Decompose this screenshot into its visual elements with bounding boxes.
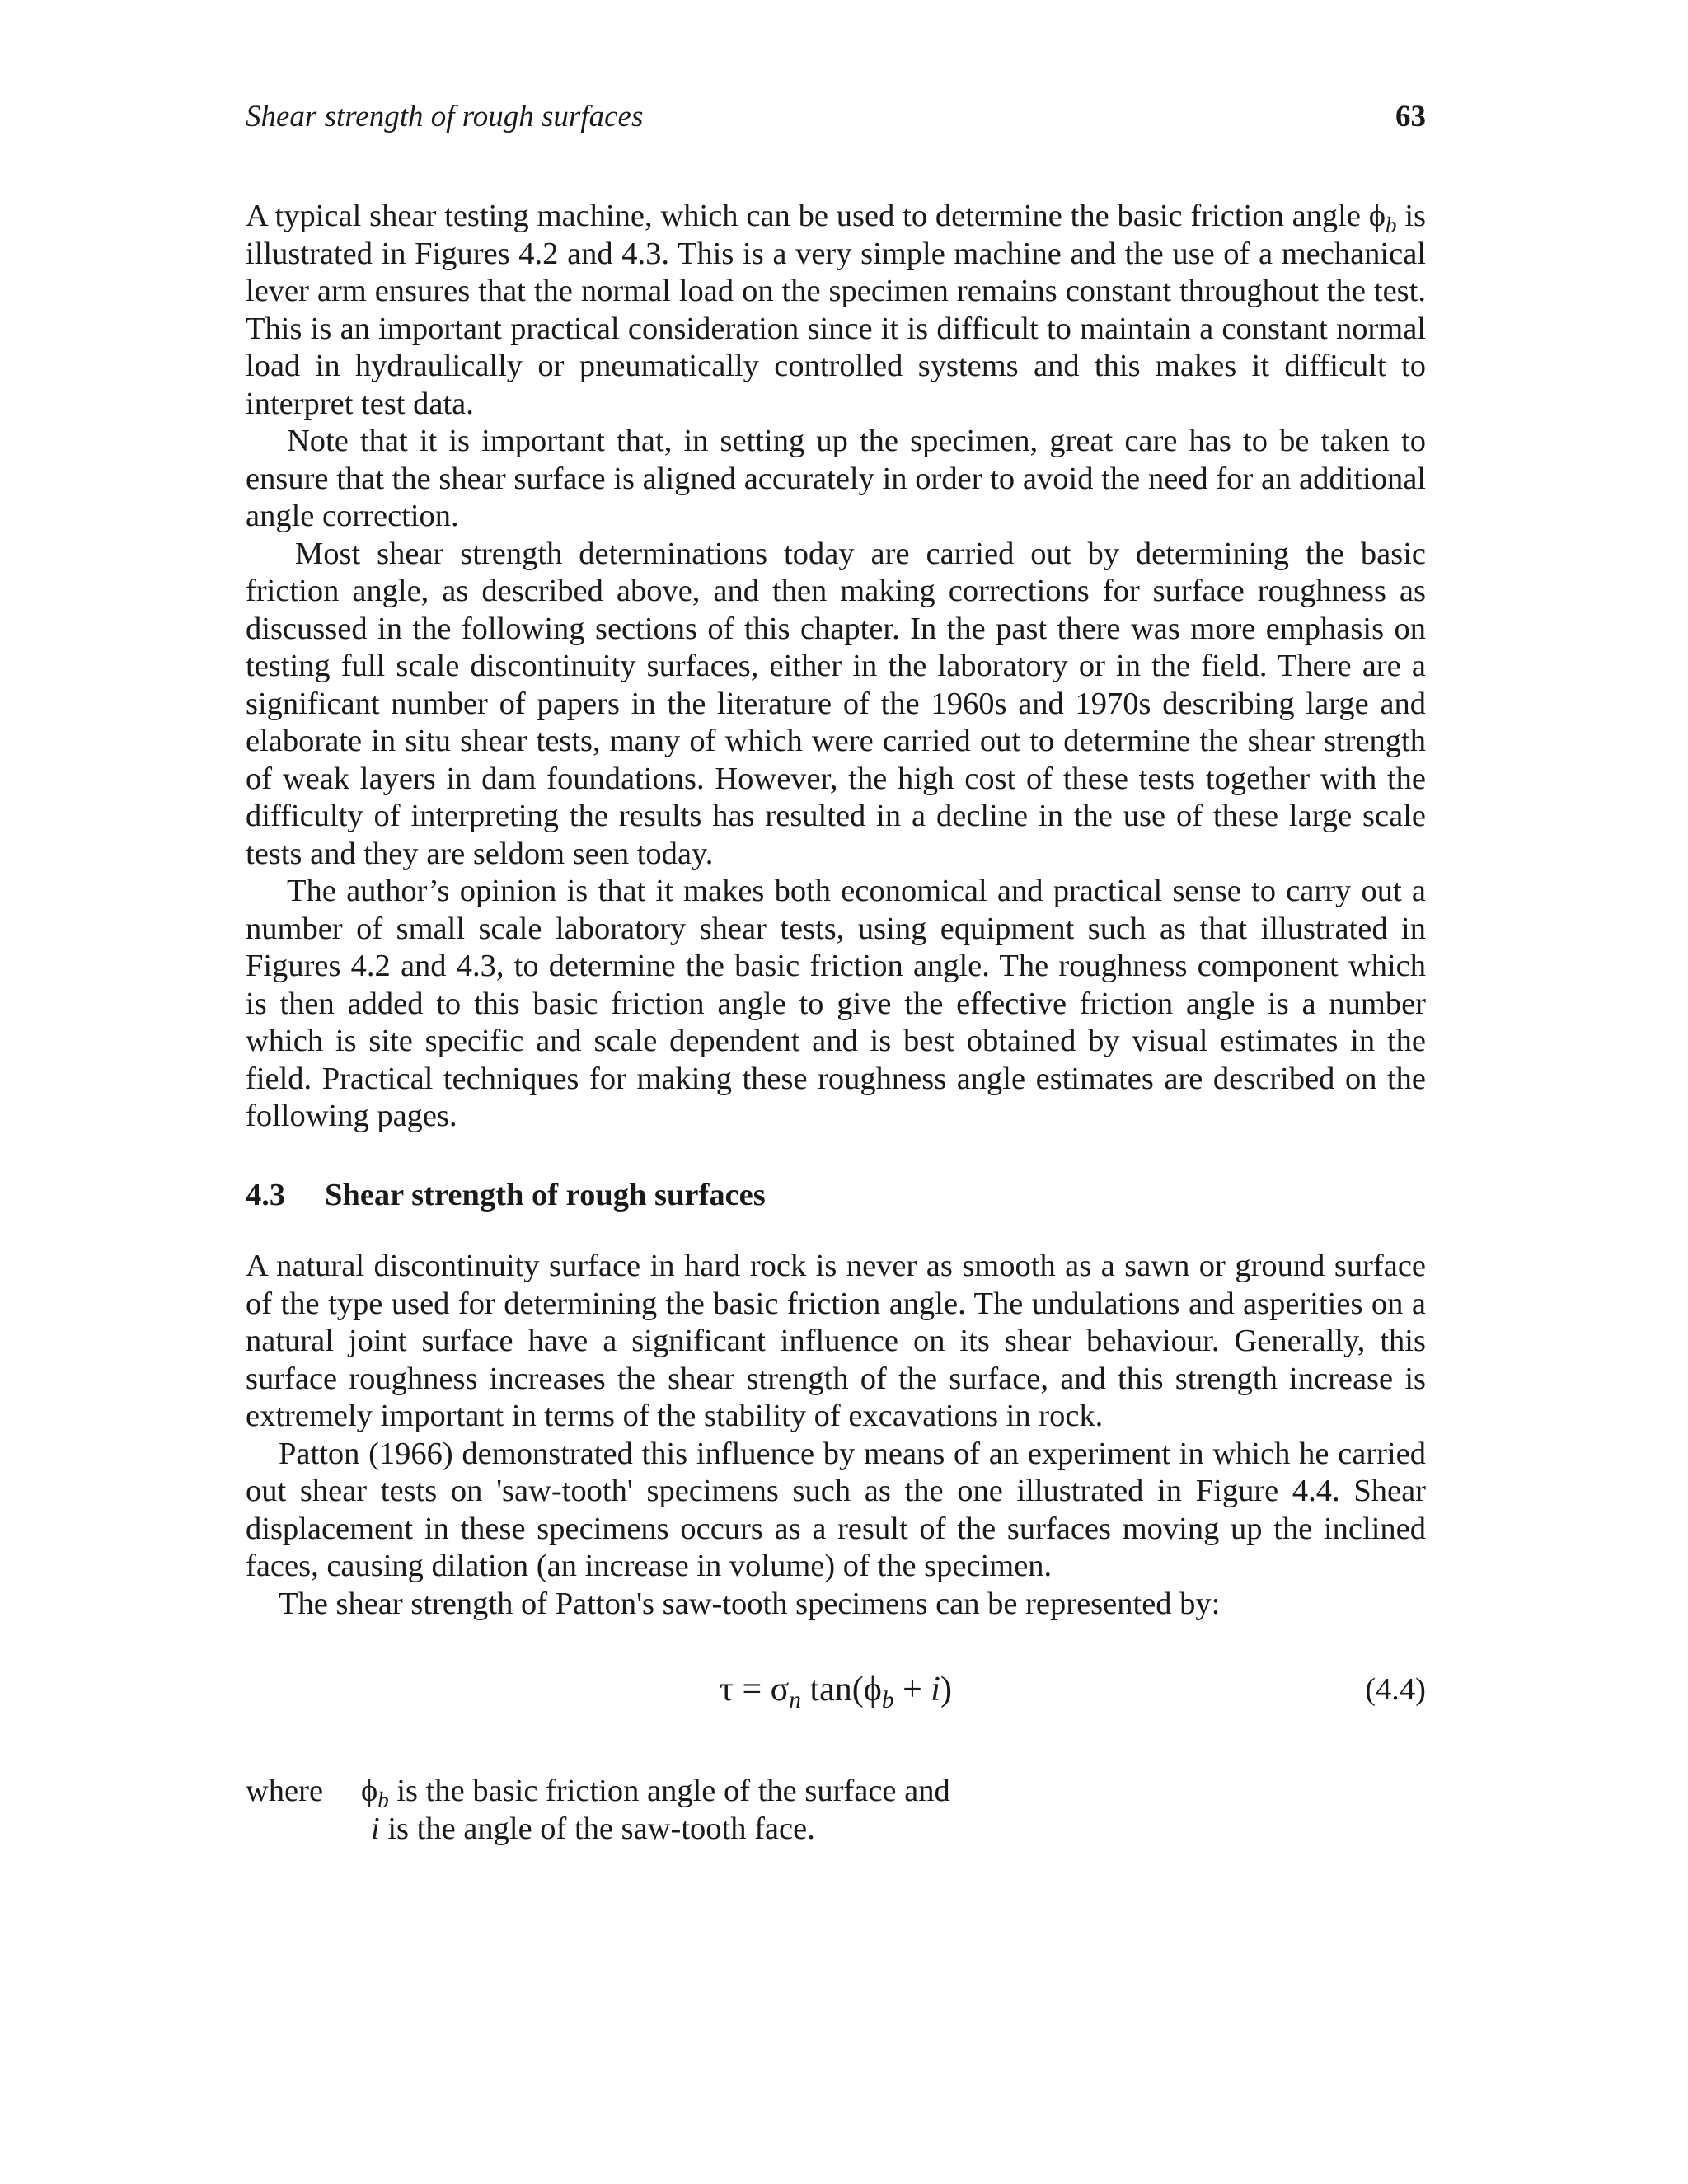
body-text: [246, 198, 1426, 1136]
page-number: 63: [1395, 100, 1426, 134]
tan-function: tan(: [800, 1671, 864, 1708]
close-paren: ): [940, 1671, 952, 1708]
phi-symbol: ϕ: [1368, 199, 1386, 233]
paragraph: Most shear strength determinations today are carried out by determining the basic friction angle, as described above, and then making corrections for surface roughness as discussed in the following sections of this chapter. In the past there was more emphasis on testing full scale discontinuity surfaces, either in the laboratory or in the field. There are a significant number of papers in the literature of the 1960s and 1970s describing large and elaborate in situ shear tests, many of which were carried out to determine the shear strength of weak layers in dam foundations. However, the high cost of these tests together with the difficulty of interpreting the results has resulted in a decline in the use of these large scale tests and they are seldom seen today.: [246, 536, 1426, 871]
paragraph: Note that it is important that, in setting up the specimen, great care has to be taken to ensure that the shear surface is aligned accurately in order to avoid the need for an additional angle correction.: [246, 424, 1426, 533]
running-head: [246, 92, 1426, 142]
paragraph: Patton (1966) demonstrated this influence by means of an experiment in which he carried out shear tests on 'saw-tooth' specimens such as the one illustrated in Figure 4.4. Shear displacement in these specimens occurs as a result of the surfaces moving up the inclined faces, causing dilation (an increase in volume) of the specimen.: [246, 1436, 1426, 1583]
paragraph-text: is illustrated in Figures 4.2 and 4.3. This is a very simple machine and the use of a mechanical lever arm ensures that the normal load on the specimen remains constant throughout the test. This is an important practical consideration since it is difficult to maintain a constant normal load in hydraulically or pneumatically controlled systems and this makes it difficult to interpret test data.: [246, 199, 1427, 421]
where-item: [361, 1772, 950, 1813]
section-body-text: [246, 1248, 1426, 1623]
running-title: Shear strength of rough surfaces: [246, 100, 644, 134]
plus-sign: +: [893, 1671, 931, 1708]
subscript: n: [789, 1686, 801, 1713]
where-label: where: [246, 1774, 324, 1808]
paragraph: [246, 198, 1426, 423]
i-variable: i: [931, 1671, 940, 1708]
subscript: b: [1386, 213, 1397, 238]
sigma-symbol: σ: [770, 1671, 790, 1708]
subscript: b: [881, 1686, 894, 1713]
where-item-text: is the basic friction angle of the surface and: [388, 1774, 950, 1808]
where-item: [361, 1810, 950, 1848]
paragraph: A natural discontinuity surface in hard rock is never as smooth as a sawn or ground surface of the type used for determining the basic friction angle. The undulations and asperities on a natural joint surface have a significant influence on its shear behaviour. Generally, this surface roughness increases the shear strength of the surface, and this strength increase is extremely important in terms of the stability of excavations in rock.: [246, 1249, 1426, 1433]
tau-symbol: τ: [720, 1671, 734, 1708]
paragraph: The shear strength of Patton's saw-tooth specimens can be represented by:: [279, 1586, 1221, 1621]
section-heading: [246, 1174, 1426, 1216]
where-item-text: is the angle of the saw-tooth face.: [379, 1811, 815, 1846]
section-number: 4.3: [246, 1178, 286, 1212]
section-title: Shear strength of rough surfaces: [325, 1178, 766, 1212]
paragraph-text: A typical shear testing machine, which can be used to determine the basic friction angle: [246, 199, 1361, 233]
phi-symbol: ϕ: [863, 1671, 882, 1708]
equation-number: (4.4): [1365, 1672, 1426, 1707]
subscript: b: [377, 1788, 389, 1813]
equals-sign: =: [733, 1671, 771, 1708]
paragraph: The author’s opinion is that it makes both economical and practical sense to carry out a number of small scale laboratory shear tests, using equipment such as that illustrated in Figures 4.2 and 4.3, to determine the basic friction angle. The roughness component which is then added to this basic friction angle to give the effective friction angle is a number which is site specific and scale dependent and is best obtained by visual estimates in the field. Practical techniques for making these roughness angle estimates are described on the following pages.: [246, 874, 1426, 1133]
i-variable: i: [371, 1811, 380, 1846]
phi-symbol: ϕ: [361, 1774, 378, 1808]
equation-formula: [246, 1661, 1426, 1718]
where-items: [361, 1772, 950, 1848]
equation: [246, 1661, 1426, 1718]
